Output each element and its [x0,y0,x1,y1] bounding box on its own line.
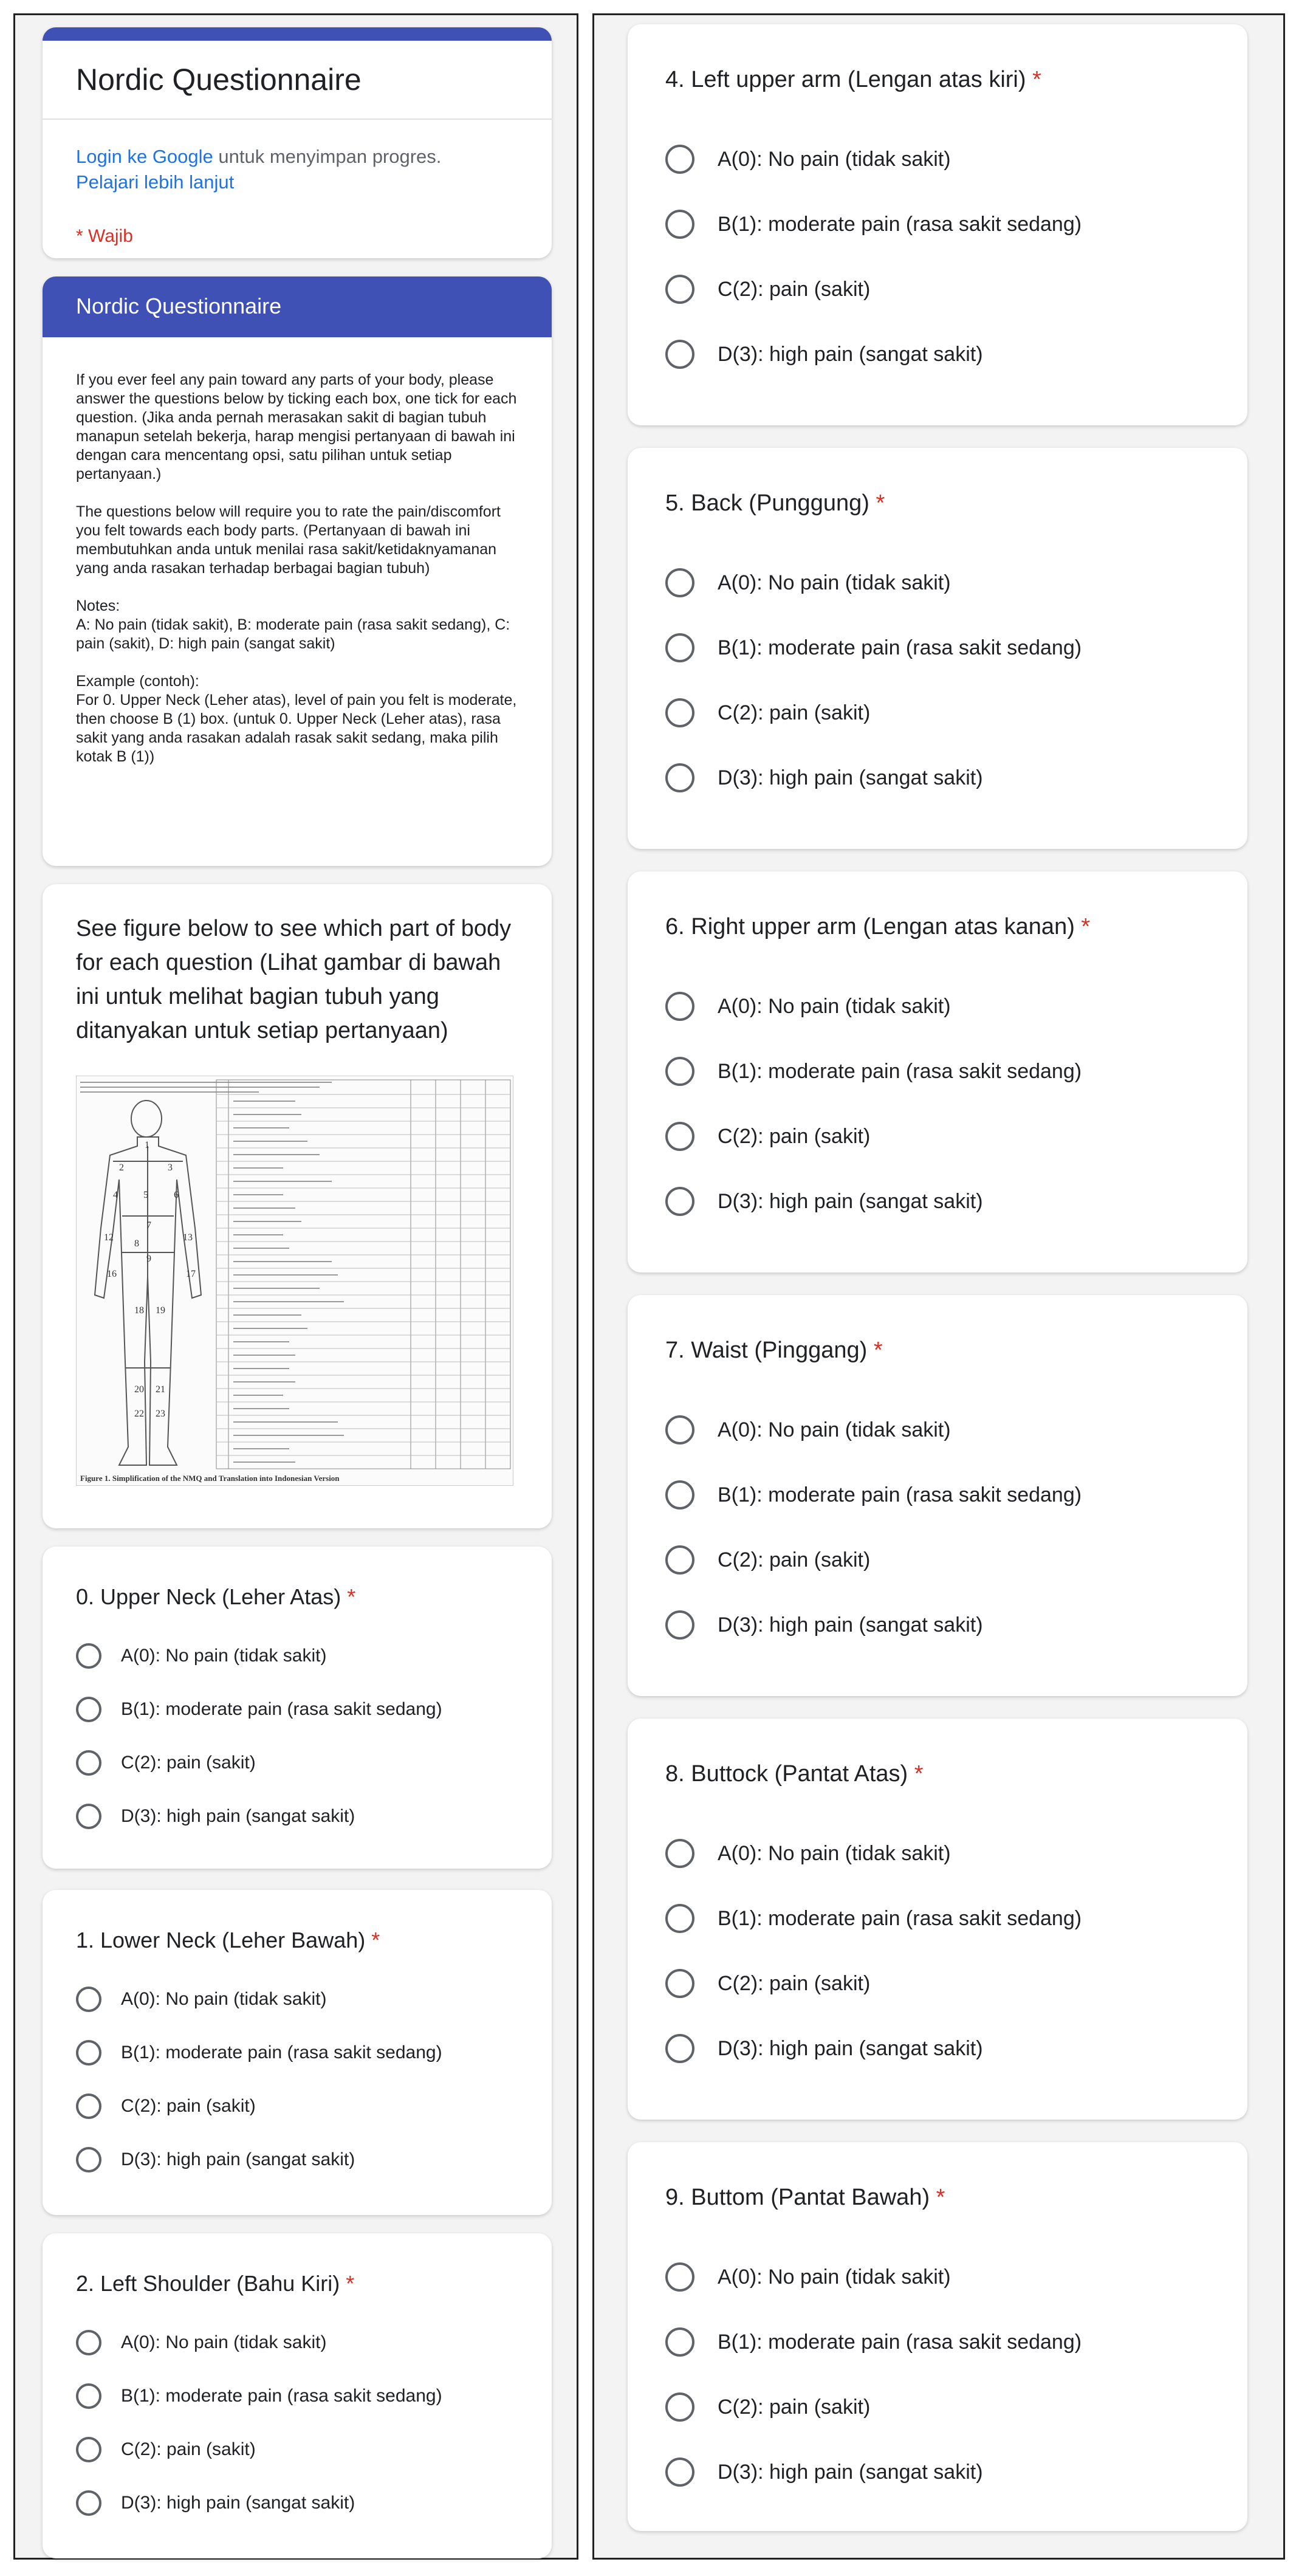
radio-button[interactable] [665,698,694,727]
option-c[interactable] [665,1121,870,1152]
radio-button[interactable] [76,2437,101,2462]
option-d[interactable] [665,1610,983,1640]
option-label: B(1): moderate pain (rasa sakit sedang) [121,1699,442,1719]
svg-text:17: 17 [186,1269,196,1279]
svg-text:20: 20 [134,1384,144,1395]
option-c[interactable] [665,1545,870,1575]
question-title: 1. Lower Neck (Leher Bawah) * [76,1928,380,1953]
option-d[interactable] [665,763,983,793]
option-c[interactable] [76,2434,256,2465]
option-label: B(1): moderate pain (rasa sakit sedang) [718,212,1082,236]
radio-button[interactable] [665,1969,694,1998]
option-label: D(3): high pain (sangat sakit) [121,1806,355,1826]
question-card-7 [628,1295,1247,1696]
option-label: D(3): high pain (sangat sakit) [718,1613,983,1637]
option-label: C(2): pain (sakit) [718,2395,871,2419]
login-link[interactable]: Login ke Google [76,146,213,167]
option-label: B(1): moderate pain (rasa sakit sedang) [718,636,1082,659]
description-paragraph: The questions below will require you to rate the pain/discomfort you felt towards each body parts. (Pertanyaan di bawah ini membutuhkan anda untuk menilai rasa sakit/ketidaknyamanan yang anda rasakan terhadap berbagai bagian tubuh) [76,503,501,577]
question-title: 9. Buttom (Pantat Bawah) * [665,2185,945,2210]
svg-text:12: 12 [104,1232,114,1243]
radio-button[interactable] [665,2392,694,2422]
body-map-image [77,1076,514,1486]
option-b[interactable] [665,1903,1082,1934]
required-note: * Wajib [76,226,133,246]
option-d[interactable] [76,1801,355,1832]
question-card-2 [43,2233,552,2558]
required-star: * [371,1928,380,1953]
question-title: 6. Right upper arm (Lengan atas kanan) * [665,914,1091,939]
radio-button[interactable] [665,633,694,662]
radio-button[interactable] [665,1415,694,1444]
radio-button[interactable] [665,2458,694,2487]
figure-card [43,884,552,1528]
option-d[interactable] [76,2145,355,2175]
svg-text:8: 8 [134,1238,139,1249]
option-label: B(1): moderate pain (rasa sakit sedang) [718,1906,1082,1930]
description-paragraph: Notes: A: No pain (tidak sakit), B: moderate pain (rasa sakit sedang), C: pain (sakit), D: high pain (sangat sakit) [76,597,510,652]
option-label: D(3): high pain (sangat sakit) [121,2493,355,2513]
option-label: D(3): high pain (sangat sakit) [718,342,983,366]
section-description [43,337,552,766]
option-a[interactable] [665,1838,951,1869]
option-b[interactable] [76,2381,442,2411]
option-a[interactable] [665,2262,951,2292]
question-title: 7. Waist (Pinggang) * [665,1338,883,1363]
radio-button[interactable] [665,2262,694,2292]
section-title: Nordic Questionnaire [43,276,552,337]
figure-caption: Figure 1. Simplification of the NMQ and Translation into Indonesian Version [80,1474,340,1483]
option-c[interactable] [76,1748,256,1778]
radio-button[interactable] [76,2330,101,2355]
option-a[interactable] [76,2327,326,2358]
figure-title: See figure below to see which part of body for each question (Lihat gambar di bawah ini untuk melihat bagian tubuh yang ditanyakan untuk setiap pertanyaan) [76,916,512,1043]
option-label: C(2): pain (sakit) [718,277,871,301]
radio-button[interactable] [665,1839,694,1868]
option-d[interactable] [76,2488,355,2518]
left-panel [13,13,578,2560]
required-star: * [936,2185,945,2210]
svg-text:9: 9 [146,1254,151,1264]
radio-button[interactable] [665,1610,694,1640]
required-star: * [1081,914,1091,939]
option-d[interactable] [665,1186,983,1217]
option-label: A(0): No pain (tidak sakit) [718,994,951,1018]
option-label: C(2): pain (sakit) [718,701,871,724]
option-b[interactable] [665,2327,1082,2357]
option-c[interactable] [665,698,870,728]
required-star: * [876,490,885,516]
option-label: D(3): high pain (sangat sakit) [121,2149,355,2169]
radio-button[interactable] [76,1643,101,1669]
radio-button[interactable] [76,1804,101,1829]
svg-text:2: 2 [119,1163,124,1173]
option-a[interactable] [665,1415,951,1445]
option-b[interactable] [76,2038,442,2068]
description-paragraph: Example (contoh): For 0. Upper Neck (Leher atas), level of pain you felt is moderate, then choose B (1) box. (untuk 0. Upper Neck (Leher atas), rasa sakit yang anda rasakan adalah rasak sakit sedang, maka pilih kotak B (1)) [76,673,517,765]
option-label: A(0): No pain (tidak sakit) [121,2332,327,2352]
question-card-1 [43,1890,552,2215]
svg-text:21: 21 [156,1384,165,1395]
option-label: C(2): pain (sakit) [718,1124,871,1148]
option-b[interactable] [665,633,1082,663]
radio-button[interactable] [665,1187,694,1216]
svg-text:1: 1 [145,1140,149,1150]
radio-button[interactable] [665,992,694,1021]
option-label: C(2): pain (sakit) [121,2096,256,2116]
required-star: * [346,2271,355,2296]
radio-button[interactable] [665,1904,694,1933]
option-label: A(0): No pain (tidak sakit) [121,1646,327,1666]
section-card [43,276,552,866]
radio-button[interactable] [76,2490,101,2516]
radio-button[interactable] [76,2147,101,2172]
right-panel [592,13,1285,2560]
option-label: C(2): pain (sakit) [121,1753,256,1773]
option-d[interactable] [665,339,983,369]
option-c[interactable] [76,2091,256,2121]
option-a[interactable] [665,144,951,174]
option-a[interactable] [665,991,951,1022]
radio-button[interactable] [665,568,694,597]
radio-button[interactable] [665,1545,694,1575]
svg-text:18: 18 [134,1305,144,1316]
option-label: A(0): No pain (tidak sakit) [718,147,951,171]
option-a[interactable] [76,1984,326,2014]
option-a[interactable] [665,568,951,598]
option-label: C(2): pain (sakit) [718,1548,871,1571]
radio-button[interactable] [76,2093,101,2119]
login-text: untuk menyimpan progres. [213,146,442,167]
divider [43,118,552,120]
option-d[interactable] [665,2457,983,2487]
question-card-0 [43,1547,552,1869]
radio-button[interactable] [76,2383,101,2409]
option-b[interactable] [665,1056,1082,1087]
option-label: A(0): No pain (tidak sakit) [718,1841,951,1865]
option-label: D(3): high pain (sangat sakit) [718,1189,983,1213]
question-card-5 [628,448,1247,849]
option-b[interactable] [665,209,1082,239]
option-c[interactable] [665,2392,870,2422]
radio-button[interactable] [665,1057,694,1086]
radio-button[interactable] [665,763,694,792]
question-title: 8. Buttock (Pantat Atas) * [665,1761,924,1787]
radio-button[interactable] [665,1480,694,1510]
question-title: 4. Left upper arm (Lengan atas kiri) * [665,67,1041,92]
radio-button[interactable] [76,1697,101,1722]
option-label: A(0): No pain (tidak sakit) [718,1418,951,1441]
question-title: 0. Upper Neck (Leher Atas) * [76,1584,356,1609]
svg-text:19: 19 [156,1305,165,1316]
svg-text:4: 4 [113,1190,118,1200]
login-notice [76,144,441,195]
option-c[interactable] [665,274,870,304]
radio-button[interactable] [665,1122,694,1151]
option-c[interactable] [665,1968,870,1999]
radio-button[interactable] [76,2040,101,2066]
question-title: 2. Left Shoulder (Bahu Kiri) * [76,2271,355,2296]
radio-button[interactable] [665,275,694,304]
radio-button[interactable] [665,210,694,239]
svg-text:16: 16 [107,1269,117,1279]
svg-text:23: 23 [156,1409,165,1419]
svg-text:7: 7 [146,1220,151,1231]
option-label: A(0): No pain (tidak sakit) [121,1989,327,2009]
form-title: Nordic Questionnaire [76,63,362,97]
learn-more-link[interactable]: Pelajari lebih lanjut [76,171,235,193]
required-star: * [873,1338,883,1363]
svg-text:5: 5 [143,1190,148,1200]
option-label: B(1): moderate pain (rasa sakit sedang) [718,1059,1082,1083]
form-header-card [43,27,552,258]
radio-button[interactable] [665,2034,694,2063]
option-label: A(0): No pain (tidak sakit) [718,571,951,594]
description-paragraph: If you ever feel any pain toward any parts of your body, please answer the questions below by ticking each box, one tick for each question. (Jika anda pernah merasakan sakit di bagian tubuh manapun setelah bekerja, harap mengisi pertanyaan di bawah ini dengan cara mencentang opsi, satu pilihan untuk setiap pertanyaan.) [76,371,517,483]
option-label: D(3): high pain (sangat sakit) [718,2460,983,2484]
svg-text:3: 3 [168,1163,173,1173]
option-label: D(3): high pain (sangat sakit) [718,766,983,789]
option-label: A(0): No pain (tidak sakit) [718,2265,951,2289]
question-card-6 [628,871,1247,1273]
question-title: 5. Back (Punggung) * [665,490,885,516]
svg-text:6: 6 [174,1190,179,1200]
option-d[interactable] [665,2033,983,2064]
option-label: D(3): high pain (sangat sakit) [718,2036,983,2060]
required-star: * [914,1761,924,1787]
option-b[interactable] [76,1694,442,1725]
option-label: C(2): pain (sakit) [121,2439,256,2459]
radio-button[interactable] [665,2327,694,2357]
question-card-8 [628,1719,1247,2120]
svg-text:22: 22 [134,1409,144,1419]
radio-button[interactable] [76,1750,101,1776]
option-label: B(1): moderate pain (rasa sakit sedang) [121,2042,442,2063]
radio-button[interactable] [665,340,694,369]
option-label: B(1): moderate pain (rasa sakit sedang) [718,2330,1082,2354]
question-card-4 [628,24,1247,425]
option-label: B(1): moderate pain (rasa sakit sedang) [121,2386,442,2406]
option-label: B(1): moderate pain (rasa sakit sedang) [718,1483,1082,1506]
option-a[interactable] [76,1641,326,1671]
body-map-figure [76,1076,513,1486]
question-card-9 [628,2142,1247,2531]
radio-button[interactable] [76,1987,101,2012]
option-b[interactable] [665,1480,1082,1510]
required-star: * [1032,67,1041,92]
svg-text:13: 13 [183,1232,193,1243]
option-label: C(2): pain (sakit) [718,1971,871,1995]
required-star: * [347,1584,356,1609]
radio-button[interactable] [665,145,694,174]
